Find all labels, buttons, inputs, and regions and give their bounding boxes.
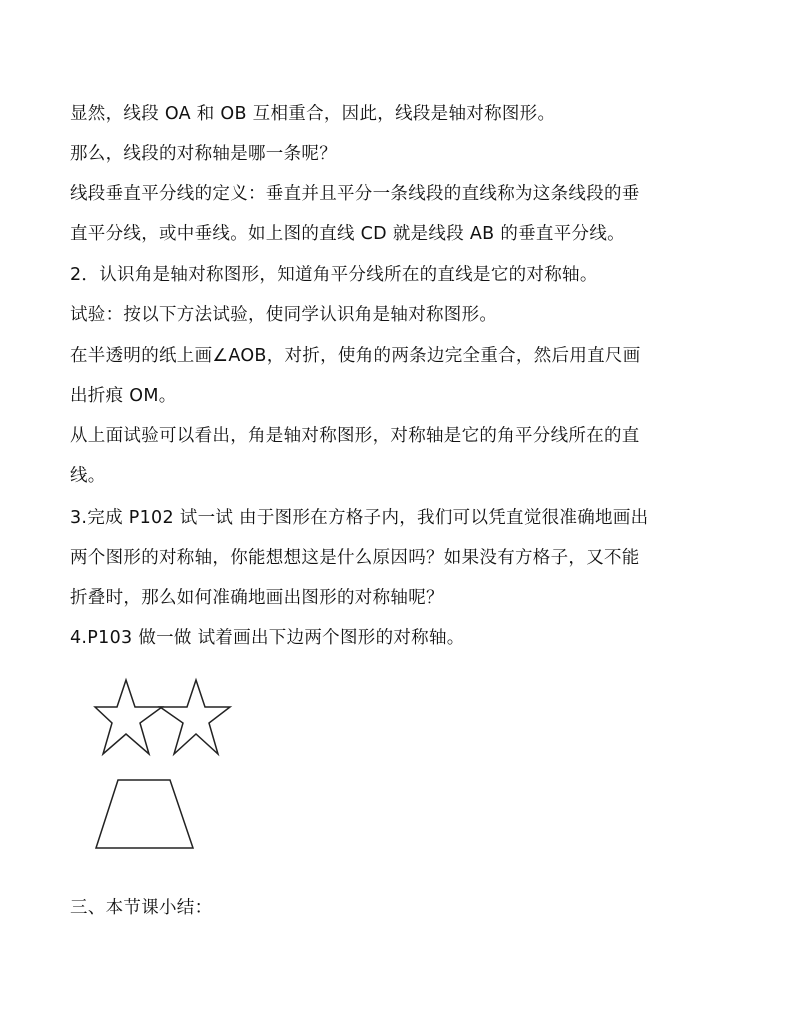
trapezoid-shape: [96, 780, 193, 848]
text-line-2: 那么，线段的对称轴是哪一条呢？: [70, 144, 337, 164]
star-right-shape: [160, 680, 230, 754]
text-line-8: 出折痕 OM。: [70, 386, 177, 406]
text-line-6: 试验：按以下方法试验，使同学认识角是轴对称图形。: [70, 305, 498, 325]
figures-drawing: [90, 662, 250, 862]
star-left-shape: [95, 680, 162, 754]
text-line-14: 4.P103 做一做 试着画出下边两个图形的对称轴。: [70, 628, 465, 648]
text-line-5: 2．认识角是轴对称图形，知道角平分线所在的直线是它的对称轴。: [70, 265, 598, 285]
text-line-4: 直平分线，或中垂线。如上图的直线 CD 就是线段 AB 的垂直平分线。: [70, 224, 625, 244]
text-line-7: 在半透明的纸上画∠AOB，对折，使角的两条边完全重合，然后用直尺画: [70, 346, 641, 366]
text-line-12: 两个图形的对称轴，你能想想这是什么原因吗？如果没有方格子，又不能: [70, 548, 640, 568]
text-line-13: 折叠时，那么如何准确地画出图形的对称轴呢？: [70, 588, 444, 608]
text-line-1: 显然，线段 OA 和 OB 互相重合，因此，线段是轴对称图形。: [70, 104, 556, 124]
text-line-9: 从上面试验可以看出，角是轴对称图形，对称轴是它的角平分线所在的直: [70, 426, 640, 446]
text-line-10: 线。: [70, 466, 106, 486]
text-line-3: 线段垂直平分线的定义：垂直并且平分一条线段的直线称为这条线段的垂: [70, 184, 640, 204]
section-heading: 三、本节课小结：: [70, 898, 213, 918]
text-line-11: 3.完成 P102 试一试 由于图形在方格子内，我们可以凭直觉很准确地画出: [70, 508, 649, 528]
